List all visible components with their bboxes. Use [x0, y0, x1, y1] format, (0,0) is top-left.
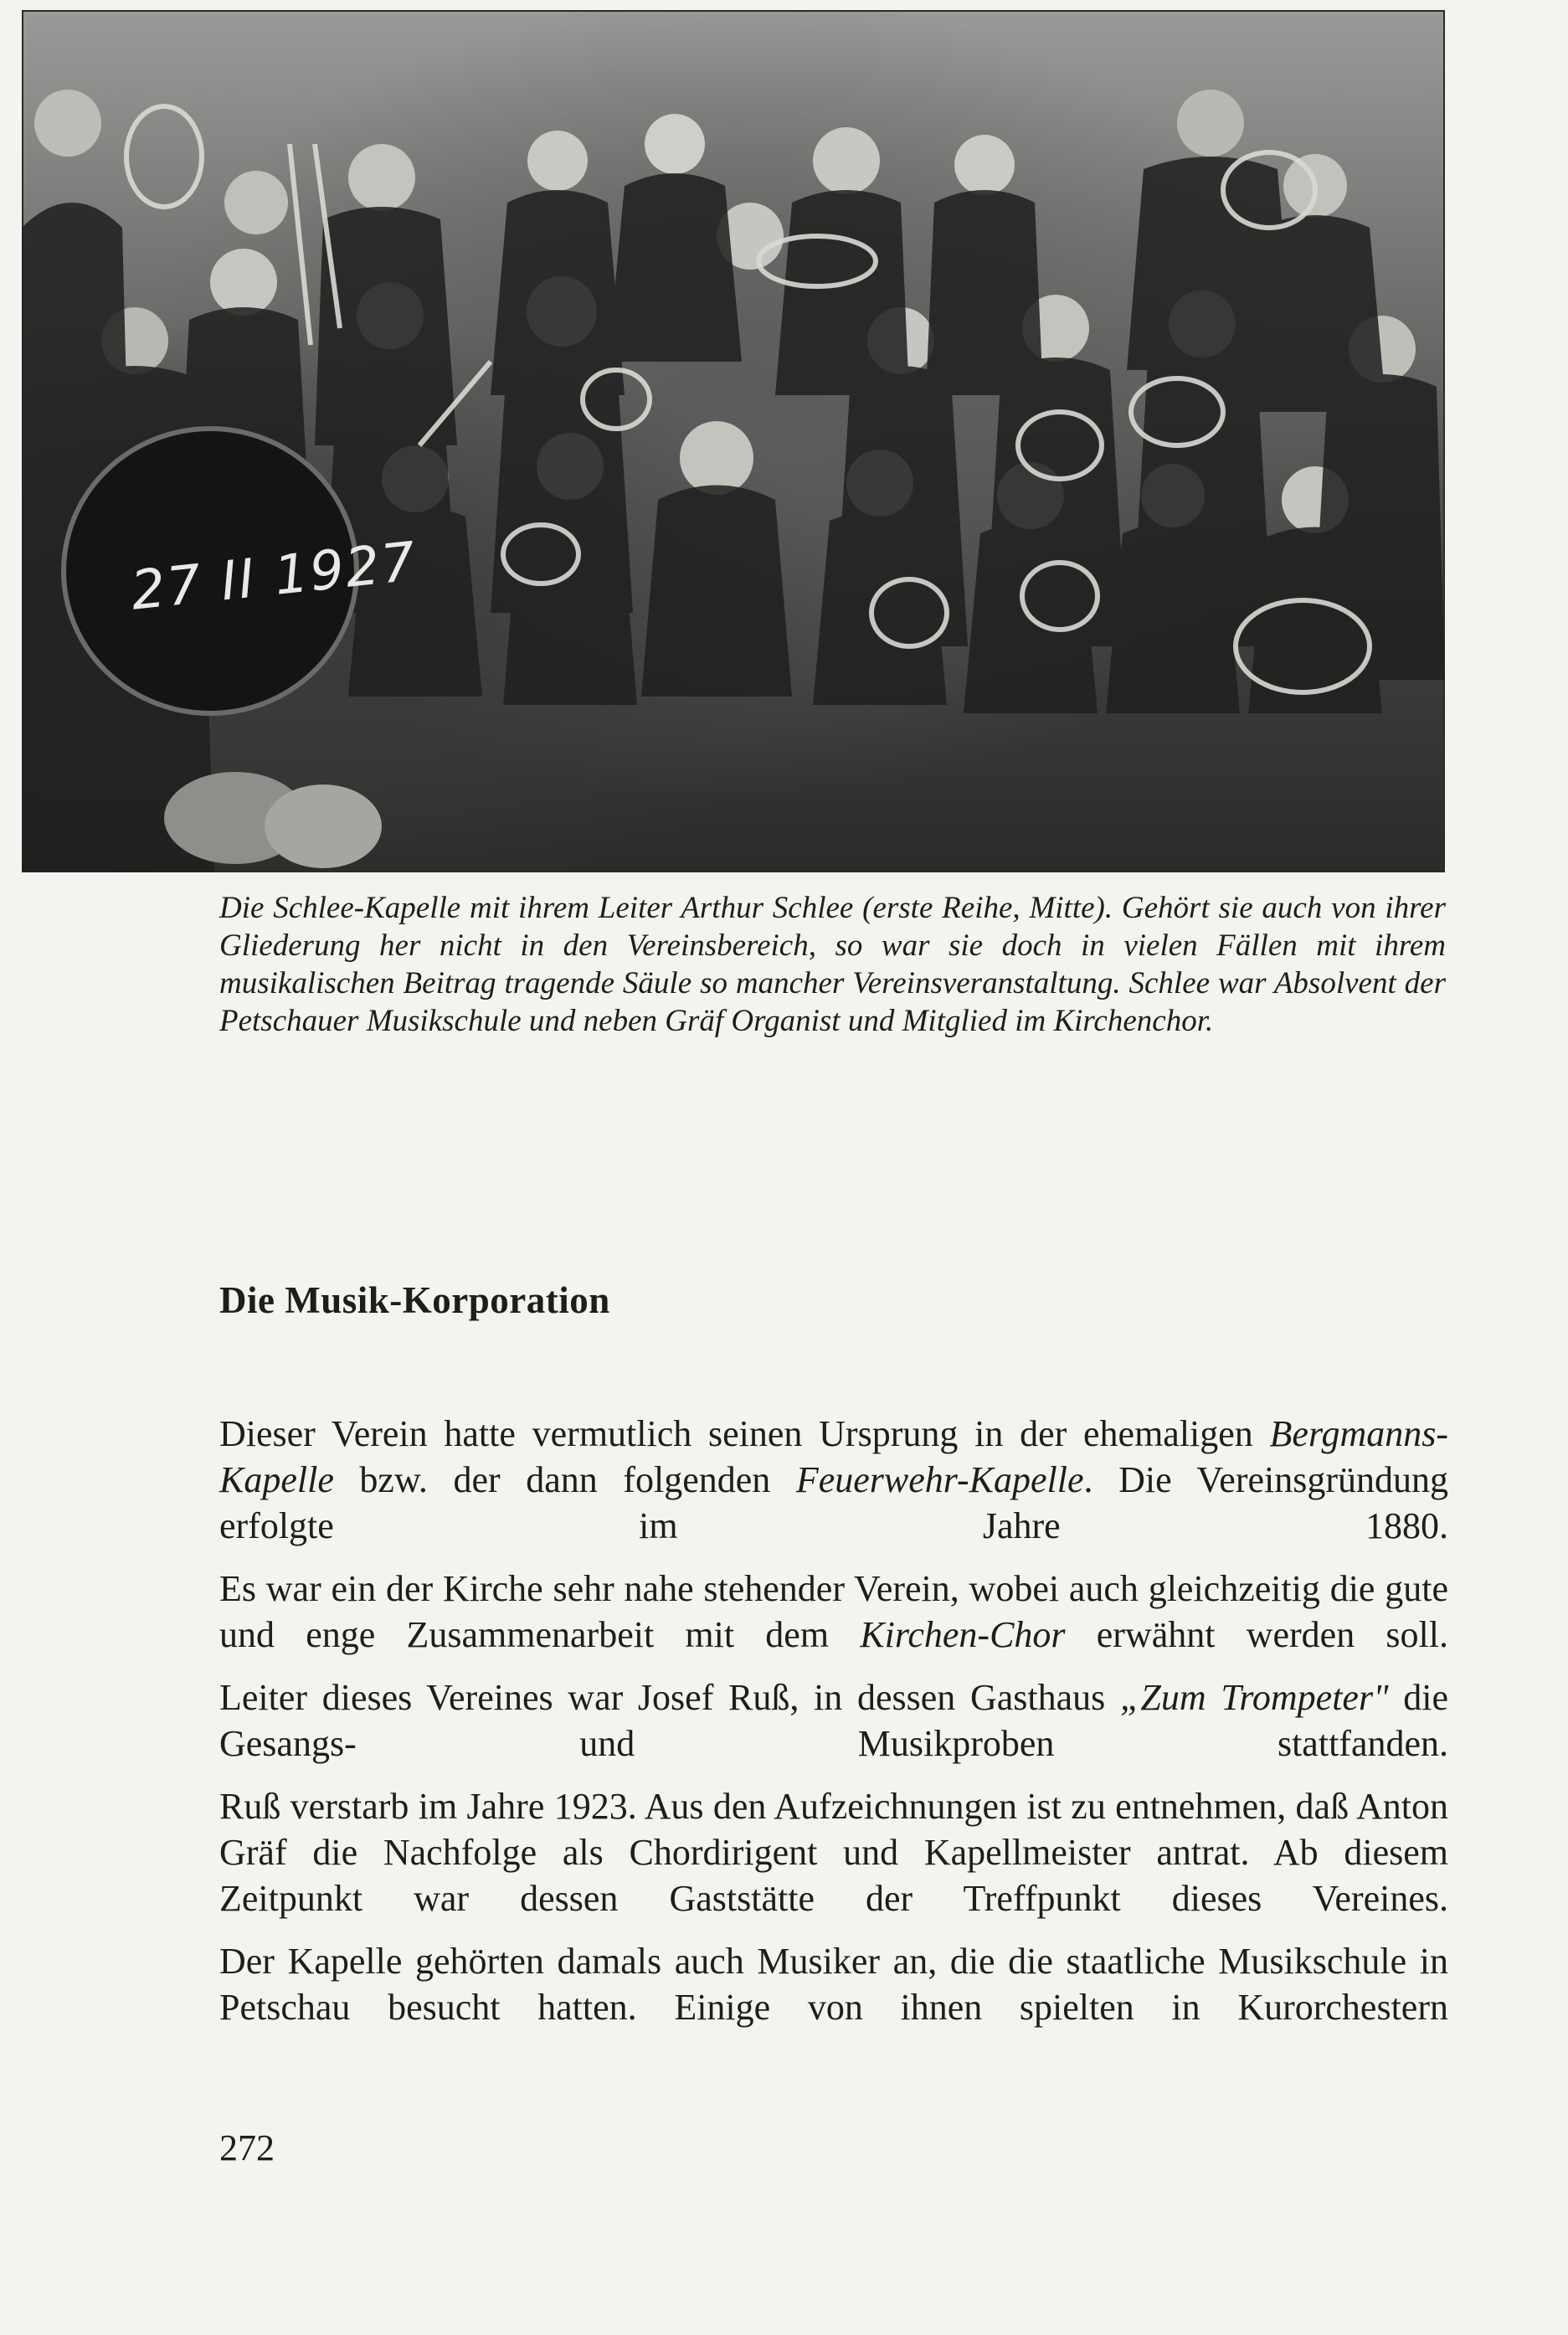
- emphasis-feuerwehr-kapelle: Feuerwehr-Kapelle: [795, 1459, 1084, 1500]
- emphasis-kirchen-chor: Kirchen-Chor: [860, 1614, 1066, 1655]
- band-photo-illustration: [22, 10, 1445, 872]
- photo-caption: Die Schlee-Kapelle mit ihrem Leiter Arthur Schlee (erste Reihe, Mitte). Gehört sie auch von ihrer Gliederung her nicht in den Vereinsbereich, so war sie doch in vielen Fällen mit ihrem musikalischen Beitrag tragende Säule so mancher Vereinsveranstaltung. Schlee war Absolvent der Petschauer Musikschule und neben Gräf Organist und Mitglied im Kirchenchor.: [219, 891, 1446, 1038]
- drum-inscription: 27 II 1927: [128, 531, 420, 623]
- paragraph-5: Der Kapelle gehörten damals auch Musiker an, die die staatliche Musikschule in Petschau besucht hatten. Einige von ihnen spielten in Kurorchestern: [219, 1941, 1448, 2028]
- section-heading: Die Musik-Korporation: [219, 1279, 610, 1321]
- emphasis-zum-trompeter: „Zum Trompeter": [1119, 1677, 1389, 1718]
- paragraph-4: Ruß verstarb im Jahre 1923. Aus den Aufzeichnungen ist zu entnehmen, daß Anton Gräf die Nachfolge als Chordirigent und Kapellmeister antrat. Ab diesem Zeitpunkt war dessen Gaststätte der Treffpunkt dieses Vereines.: [219, 1786, 1448, 1919]
- paragraph-2: Es war ein der Kirche sehr nahe stehender Verein, wobei auch gleichzeitig die gute und enge Zusammenarbeit mit dem Kirchen-Chor erwähnt werden soll.: [219, 1568, 1448, 1655]
- paragraph-1: Dieser Verein hatte vermutlich seinen Ursprung in der ehemaligen Bergmanns-Kapelle bzw. der dann folgenden Feuerwehr-Kapelle. Die Vereinsgründung erfolgte im Jahre 1880.: [219, 1413, 1449, 1546]
- emphasis-bergmanns-kapelle: Bergmanns-Kapelle: [219, 1413, 1448, 1500]
- band-photo: [22, 10, 1445, 872]
- body-text: [219, 1411, 1448, 2047]
- paragraph-3: Leiter dieses Vereines war Josef Ruß, in dessen Gasthaus „Zum Trompeter" die Gesangs- und Musikproben stattfanden.: [219, 1677, 1448, 1764]
- page-number: 272: [219, 2127, 275, 2168]
